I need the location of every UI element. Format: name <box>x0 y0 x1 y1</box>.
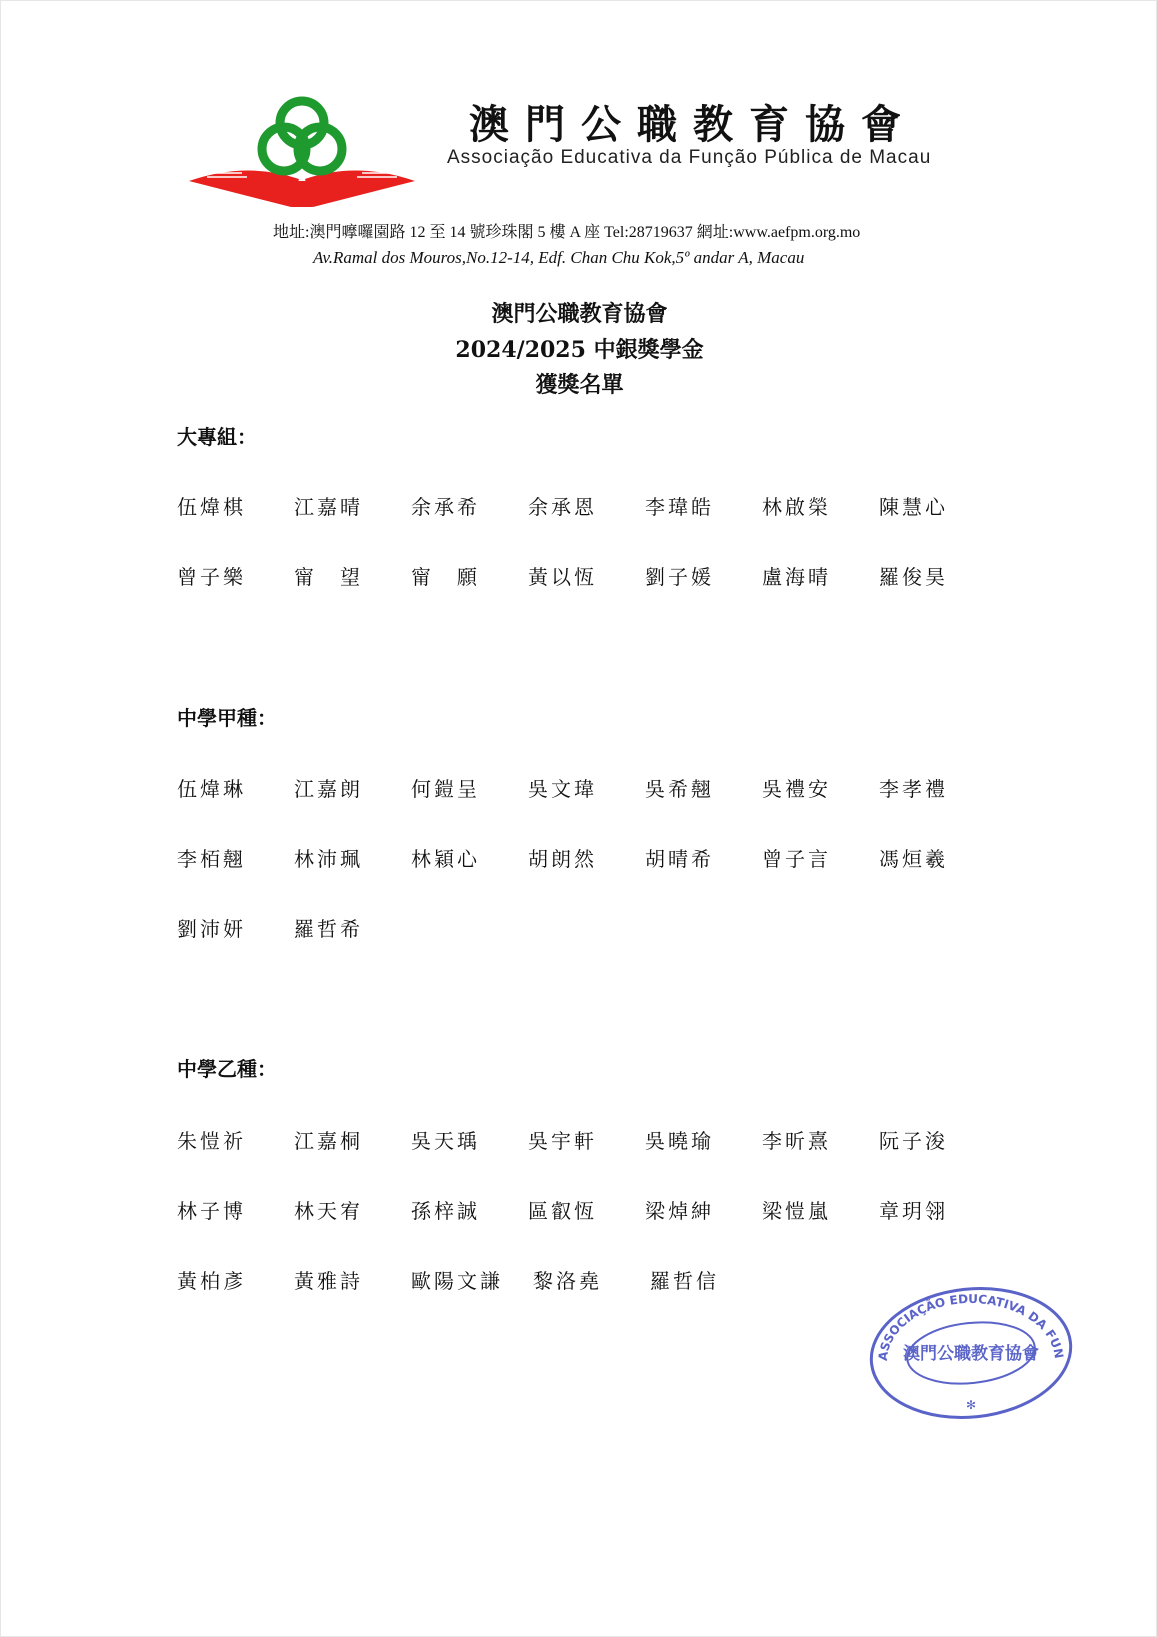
address-chinese: 地址:澳門嚤囉園路 12 至 14 號珍珠閣 5 樓 A 座 Tel:28719637 網址:www.aefpm.org.mo <box>273 224 861 241</box>
awardee-name: 李昕熹 <box>762 1129 831 1153</box>
awardee-name: 曾子樂 <box>177 565 246 589</box>
svg-text:✻: ✻ <box>965 1398 977 1412</box>
awardee-name: 陳慧心 <box>879 495 948 519</box>
awardee-name: 李栢翹 <box>177 847 246 871</box>
awardee-name: 林子博 <box>177 1199 246 1223</box>
awardee-name: 胡晴希 <box>645 847 714 871</box>
awardee-name: 李瑋皓 <box>645 495 714 519</box>
awardee-name: 羅俊昊 <box>879 565 948 589</box>
section-heading: 中學乙種： <box>177 1057 277 1081</box>
awardee-name: 黃柏彥 <box>177 1269 246 1293</box>
awardee-name: 余承希 <box>411 495 480 519</box>
awardee-name: 劉子媛 <box>645 565 714 589</box>
official-stamp <box>865 1283 1077 1427</box>
awardee-name: 甯 望 <box>294 565 363 589</box>
awardee-name: 吳曉瑜 <box>645 1129 714 1153</box>
awardee-name: 馮烜羲 <box>879 847 948 871</box>
awardee-name: 林天宥 <box>294 1199 363 1223</box>
section-heading: 大專組： <box>177 425 257 449</box>
awardee-name: 羅哲希 <box>294 917 363 941</box>
awardee-name: 吳文瑋 <box>528 777 597 801</box>
awardee-name: 黃雅詩 <box>294 1269 363 1293</box>
awardee-name: 黎洛堯 <box>533 1269 602 1293</box>
awardee-name: 梁焯紳 <box>645 1199 714 1223</box>
section-heading: 中學甲種： <box>177 706 277 730</box>
awardee-name: 伍煒棋 <box>177 495 246 519</box>
awardee-name: 李孝禮 <box>879 777 948 801</box>
awardee-name: 盧海晴 <box>762 565 831 589</box>
awardee-name: 甯 願 <box>411 565 480 589</box>
awardee-name: 江嘉晴 <box>294 495 363 519</box>
awardee-name: 羅哲信 <box>650 1269 719 1293</box>
awardee-name: 劉沛妍 <box>177 917 246 941</box>
association-logo <box>187 93 417 217</box>
awardee-name: 阮子浚 <box>879 1129 948 1153</box>
title-line-2: 2024/2025 中銀獎學金 <box>455 337 704 363</box>
awardee-name: 江嘉朗 <box>294 777 363 801</box>
awardee-name: 吳宇軒 <box>528 1129 597 1153</box>
awardee-name: 歐陽文謙 <box>411 1269 503 1293</box>
svg-text:澳門公職教育協會: 澳門公職教育協會 <box>903 1344 1039 1364</box>
awardee-name: 孫梓誠 <box>411 1199 480 1223</box>
awardee-name: 林穎心 <box>411 847 480 871</box>
awardee-name: 朱愷祈 <box>177 1129 246 1153</box>
awardee-name: 黃以恆 <box>528 565 597 589</box>
address-portuguese: Av.Ramal dos Mouros,No.12-14, Edf. Chan Chu Kok,5º andar A, Macau <box>313 248 805 267</box>
awardee-name: 林啟榮 <box>762 495 831 519</box>
awardee-name: 伍煒琳 <box>177 777 246 801</box>
title-line-3: 獲獎名單 <box>535 372 624 398</box>
awardee-name: 章玥翎 <box>879 1199 948 1223</box>
svg-text:ASSOCIAÇÃO EDUCATIVA DA FUNÇÃO: ASSOCIAÇÃO EDUCATIVA DA FUN <box>875 1291 1067 1362</box>
org-name-chinese: 澳門公職教育協會 <box>469 101 917 148</box>
org-name-portuguese: Associação Educativa da Função Pública de Macau <box>447 147 932 168</box>
awardee-name: 吳希翹 <box>645 777 714 801</box>
awardee-name: 何鎧呈 <box>411 777 480 801</box>
awardee-name: 江嘉桐 <box>294 1129 363 1153</box>
awardee-name: 曾子言 <box>762 847 831 871</box>
awardee-name: 區叡恆 <box>528 1199 597 1223</box>
awardee-name: 余承恩 <box>528 495 597 519</box>
awardee-name: 胡朗然 <box>528 847 597 871</box>
awardee-name: 吳天瑀 <box>411 1129 480 1153</box>
awardee-name: 梁愷嵐 <box>762 1199 831 1223</box>
awardee-name: 吳禮安 <box>762 777 831 801</box>
title-line-1: 澳門公職教育協會 <box>491 301 668 327</box>
awardee-name: 林沛珮 <box>294 847 363 871</box>
